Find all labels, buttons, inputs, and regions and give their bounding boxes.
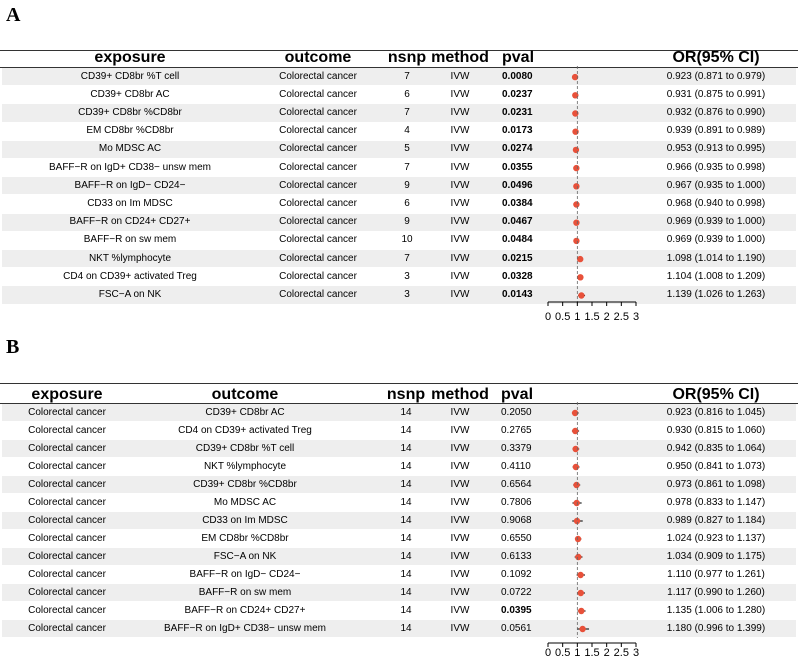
cell-or: 0.968 (0.940 to 0.998): [666, 198, 766, 209]
cell-exposure: BAFF−R on sw mem: [83, 234, 177, 246]
cell-outcome: Colorectal cancer: [279, 289, 357, 300]
cell-outcome: Colorectal cancer: [279, 252, 357, 264]
cell-method: IVW: [450, 125, 470, 137]
cell-exposure: Colorectal cancer: [28, 586, 106, 598]
cell-nsnp: 9: [404, 216, 410, 228]
cell-outcome: Colorectal cancer: [279, 179, 357, 191]
cell-pval: 0.0384: [502, 198, 533, 209]
cell-exposure: NKT %lymphocyte: [88, 252, 172, 264]
cell-or: 1.135 (1.006 to 1.280): [666, 604, 766, 616]
cell-or: 1.098 (1.014 to 1.190): [666, 252, 766, 264]
cell-or: 1.139 (1.026 to 1.263): [666, 289, 766, 300]
cell-outcome: CD39+ CD8br %CD8br: [193, 478, 297, 490]
cell-method: IVW: [450, 252, 470, 264]
or-point: [572, 446, 578, 452]
cell-or: 1.180 (0.996 to 1.399): [666, 622, 766, 634]
header-outcome: outcome: [211, 386, 279, 403]
cell-outcome: NKT %lymphocyte: [203, 460, 287, 472]
cell-exposure: EM CD8br %CD8br: [86, 125, 174, 137]
cell-pval: 0.0173: [502, 125, 533, 137]
cell-outcome: Colorectal cancer: [279, 70, 357, 82]
cell-nsnp: 14: [400, 586, 412, 598]
cell-exposure: BAFF−R on IgD− CD24−: [74, 179, 186, 191]
or-point: [575, 554, 581, 560]
or-point: [578, 608, 584, 614]
header-nsnp: nsnp: [387, 49, 427, 66]
cell-or: 0.930 (0.815 to 1.060): [666, 424, 766, 436]
cell-outcome: FSC−A on NK: [213, 550, 277, 562]
cell-exposure: Colorectal cancer: [28, 514, 106, 526]
cell-or: 0.939 (0.891 to 0.989): [666, 125, 766, 137]
cell-method: IVW: [450, 442, 470, 454]
cell-outcome: CD33 on Im MDSC: [202, 514, 288, 526]
cell-exposure: BAFF−R on CD24+ CD27+: [69, 216, 191, 228]
cell-method: IVW: [450, 161, 470, 173]
x-tick-label: 3: [632, 647, 640, 659]
cell-nsnp: 7: [404, 70, 410, 82]
cell-nsnp: 14: [400, 550, 412, 562]
x-tick-label: 2: [603, 647, 610, 659]
cell-or: 0.923 (0.871 to 0.979): [666, 70, 766, 82]
x-tick-label: 1: [574, 647, 581, 659]
or-point: [577, 274, 583, 280]
cell-nsnp: 14: [400, 460, 412, 472]
cell-nsnp: 6: [404, 88, 410, 100]
cell-pval: 0.0215: [502, 252, 533, 264]
cell-or: 0.973 (0.861 to 1.098): [666, 478, 766, 490]
cell-method: IVW: [450, 586, 470, 598]
cell-or: 0.923 (0.816 to 1.045): [666, 406, 766, 418]
cell-method: IVW: [450, 179, 470, 191]
cell-nsnp: 14: [400, 604, 412, 616]
cell-or: 1.034 (0.909 to 1.175): [666, 550, 766, 562]
cell-outcome: CD4 on CD39+ activated Treg: [178, 424, 312, 436]
x-tick-label: 0.5: [555, 647, 571, 659]
cell-or: 1.024 (0.923 to 1.137): [666, 532, 766, 544]
cell-exposure: FSC−A on NK: [98, 289, 162, 300]
cell-method: IVW: [450, 107, 470, 118]
cell-pval: 0.0274: [502, 143, 533, 155]
or-point: [573, 464, 579, 470]
cell-nsnp: 3: [404, 289, 410, 300]
cell-method: IVW: [450, 568, 470, 580]
cell-pval: 0.0328: [502, 270, 533, 282]
header-method: method: [431, 49, 489, 66]
cell-or: 0.932 (0.876 to 0.990): [666, 107, 766, 118]
cell-nsnp: 14: [400, 622, 412, 634]
cell-exposure: CD39+ CD8br %CD8br: [78, 107, 182, 118]
cell-nsnp: 14: [400, 406, 412, 418]
cell-method: IVW: [450, 496, 470, 508]
panel-label-b: B: [6, 336, 20, 358]
cell-outcome: Colorectal cancer: [279, 161, 357, 173]
header-pval: pval: [501, 386, 534, 403]
cell-method: IVW: [450, 270, 470, 282]
cell-nsnp: 14: [400, 478, 412, 490]
cell-exposure: Colorectal cancer: [28, 604, 106, 616]
cell-or: 1.110 (0.977 to 1.261): [667, 568, 765, 580]
cell-outcome: Colorectal cancer: [279, 107, 357, 118]
cell-exposure: Colorectal cancer: [28, 550, 106, 562]
header-or: OR(95% CI): [672, 386, 760, 403]
cell-nsnp: 14: [400, 568, 412, 580]
cell-exposure: CD39+ CD8br %T cell: [80, 70, 180, 82]
cell-outcome: Mo MDSC AC: [213, 496, 277, 508]
cell-method: IVW: [450, 478, 470, 490]
cell-outcome: BAFF−R on CD24+ CD27+: [184, 604, 306, 616]
cell-method: IVW: [450, 198, 470, 209]
cell-method: IVW: [450, 234, 470, 246]
cell-exposure: Colorectal cancer: [28, 442, 106, 454]
cell-method: IVW: [450, 532, 470, 544]
cell-outcome: CD39+ CD8br %T cell: [195, 442, 295, 454]
or-point: [578, 292, 584, 298]
cell-pval: 0.0561: [501, 622, 532, 634]
or-point: [572, 129, 578, 135]
cell-pval: 0.0143: [502, 289, 533, 300]
or-point: [573, 482, 579, 488]
header-outcome: outcome: [284, 49, 352, 66]
cell-method: IVW: [450, 460, 470, 472]
cell-pval: 0.6133: [501, 550, 532, 562]
cell-outcome: Colorectal cancer: [279, 198, 357, 209]
cell-nsnp: 7: [404, 252, 410, 264]
or-point: [573, 183, 579, 189]
or-point: [577, 572, 583, 578]
cell-pval: 0.0355: [502, 161, 533, 173]
cell-or: 0.969 (0.939 to 1.000): [666, 234, 766, 246]
x-tick-label: 0.5: [555, 311, 571, 323]
cell-method: IVW: [450, 216, 470, 228]
cell-outcome: Colorectal cancer: [279, 143, 357, 155]
cell-method: IVW: [450, 550, 470, 562]
cell-pval: 0.0722: [501, 586, 532, 598]
cell-method: IVW: [450, 622, 470, 634]
cell-pval: 0.6564: [501, 478, 532, 490]
cell-outcome: CD39+ CD8br AC: [205, 406, 285, 418]
or-point: [575, 536, 581, 542]
cell-exposure: Colorectal cancer: [28, 496, 106, 508]
cell-nsnp: 6: [404, 198, 410, 209]
cell-pval: 0.4110: [501, 460, 531, 472]
cell-nsnp: 14: [400, 496, 412, 508]
panel-label-a: A: [6, 4, 21, 26]
cell-method: IVW: [450, 406, 470, 418]
cell-nsnp: 3: [404, 270, 410, 282]
cell-pval: 0.0231: [502, 107, 533, 118]
cell-exposure: Colorectal cancer: [28, 460, 106, 472]
header-method: method: [431, 386, 489, 403]
cell-pval: 0.1092: [501, 568, 532, 580]
cell-or: 1.117 (0.990 to 1.260): [667, 586, 765, 598]
cell-outcome: Colorectal cancer: [279, 270, 357, 282]
cell-exposure: Colorectal cancer: [28, 622, 106, 634]
cell-or: 0.931 (0.875 to 0.991): [666, 88, 766, 100]
cell-nsnp: 4: [404, 125, 410, 137]
cell-nsnp: 7: [404, 161, 410, 173]
cell-method: IVW: [450, 143, 470, 155]
cell-or: 0.967 (0.935 to 1.000): [666, 179, 766, 191]
or-point: [573, 201, 579, 207]
cell-pval: 0.2050: [501, 406, 532, 418]
or-point: [579, 626, 585, 632]
cell-or: 0.950 (0.841 to 1.073): [666, 460, 766, 472]
cell-exposure: Colorectal cancer: [28, 424, 106, 436]
cell-nsnp: 5: [404, 143, 410, 155]
or-point: [577, 256, 583, 262]
x-tick-label: 1: [574, 311, 581, 323]
cell-nsnp: 7: [404, 107, 410, 118]
cell-or: 0.953 (0.913 to 0.995): [666, 143, 766, 155]
cell-method: IVW: [450, 70, 470, 82]
or-point: [573, 165, 579, 171]
cell-method: IVW: [450, 88, 470, 100]
cell-pval: 0.0467: [502, 216, 533, 228]
cell-exposure: CD39+ CD8br AC: [90, 88, 170, 100]
cell-nsnp: 14: [400, 442, 412, 454]
header-exposure: exposure: [31, 386, 103, 403]
cell-exposure: Mo MDSC AC: [98, 143, 162, 155]
x-tick-label: 2: [603, 311, 610, 323]
header-or: OR(95% CI): [672, 49, 760, 66]
cell-or: 0.978 (0.833 to 1.147): [666, 496, 766, 508]
cell-nsnp: 9: [404, 179, 410, 191]
x-tick-label: 2.5: [613, 647, 629, 659]
cell-nsnp: 10: [401, 234, 413, 246]
cell-pval: 0.2765: [501, 424, 532, 436]
cell-nsnp: 14: [400, 424, 412, 436]
cell-method: IVW: [450, 514, 470, 526]
cell-exposure: BAFF−R on IgD+ CD38− unsw mem: [48, 161, 211, 173]
cell-outcome: Colorectal cancer: [279, 234, 357, 246]
cell-exposure: Colorectal cancer: [28, 406, 106, 418]
x-tick-label: 1.5: [584, 311, 600, 323]
cell-or: 1.104 (1.008 to 1.209): [666, 270, 766, 282]
or-point: [578, 590, 584, 596]
cell-outcome: BAFF−R on IgD+ CD38− unsw mem: [163, 622, 326, 634]
x-tick-label: 1.5: [584, 647, 600, 659]
cell-pval: 0.0237: [502, 88, 533, 100]
or-point: [573, 500, 579, 506]
x-tick-label: 0: [544, 647, 552, 659]
cell-method: IVW: [450, 604, 470, 616]
cell-outcome: EM CD8br %CD8br: [201, 532, 289, 544]
x-tick-label: 0: [544, 311, 552, 323]
cell-outcome: BAFF−R on IgD− CD24−: [189, 568, 301, 580]
cell-method: IVW: [450, 289, 470, 300]
cell-outcome: Colorectal cancer: [279, 88, 357, 100]
cell-nsnp: 14: [400, 514, 412, 526]
or-point: [573, 220, 579, 226]
x-tick-label: 3: [632, 311, 640, 323]
cell-pval: 0.3379: [501, 442, 532, 454]
or-point: [573, 147, 579, 153]
cell-pval: 0.0080: [502, 70, 533, 82]
cell-exposure: Colorectal cancer: [28, 568, 106, 580]
cell-pval: 0.6550: [501, 532, 532, 544]
cell-or: 0.966 (0.935 to 0.998): [666, 161, 766, 173]
or-point: [573, 238, 579, 244]
cell-outcome: BAFF−R on sw mem: [198, 586, 292, 598]
cell-exposure: Colorectal cancer: [28, 532, 106, 544]
cell-or: 0.942 (0.835 to 1.064): [666, 442, 766, 454]
cell-or: 0.969 (0.939 to 1.000): [666, 216, 766, 228]
cell-exposure: Colorectal cancer: [28, 478, 106, 490]
cell-method: IVW: [450, 424, 470, 436]
header-pval: pval: [502, 49, 535, 66]
cell-pval: 0.7806: [501, 496, 532, 508]
cell-pval: 0.9068: [501, 514, 532, 526]
cell-exposure: CD33 on Im MDSC: [87, 198, 173, 209]
header-nsnp: nsnp: [386, 386, 426, 403]
header-exposure: exposure: [94, 49, 166, 66]
cell-outcome: Colorectal cancer: [279, 216, 357, 228]
cell-outcome: Colorectal cancer: [279, 125, 357, 137]
cell-or: 0.989 (0.827 to 1.184): [666, 514, 766, 526]
cell-pval: 0.0484: [502, 234, 533, 246]
x-tick-label: 2.5: [613, 311, 629, 323]
cell-pval: 0.0496: [502, 179, 533, 191]
cell-pval: 0.0395: [501, 604, 532, 616]
cell-exposure: CD4 on CD39+ activated Treg: [63, 270, 197, 282]
cell-nsnp: 14: [400, 532, 412, 544]
